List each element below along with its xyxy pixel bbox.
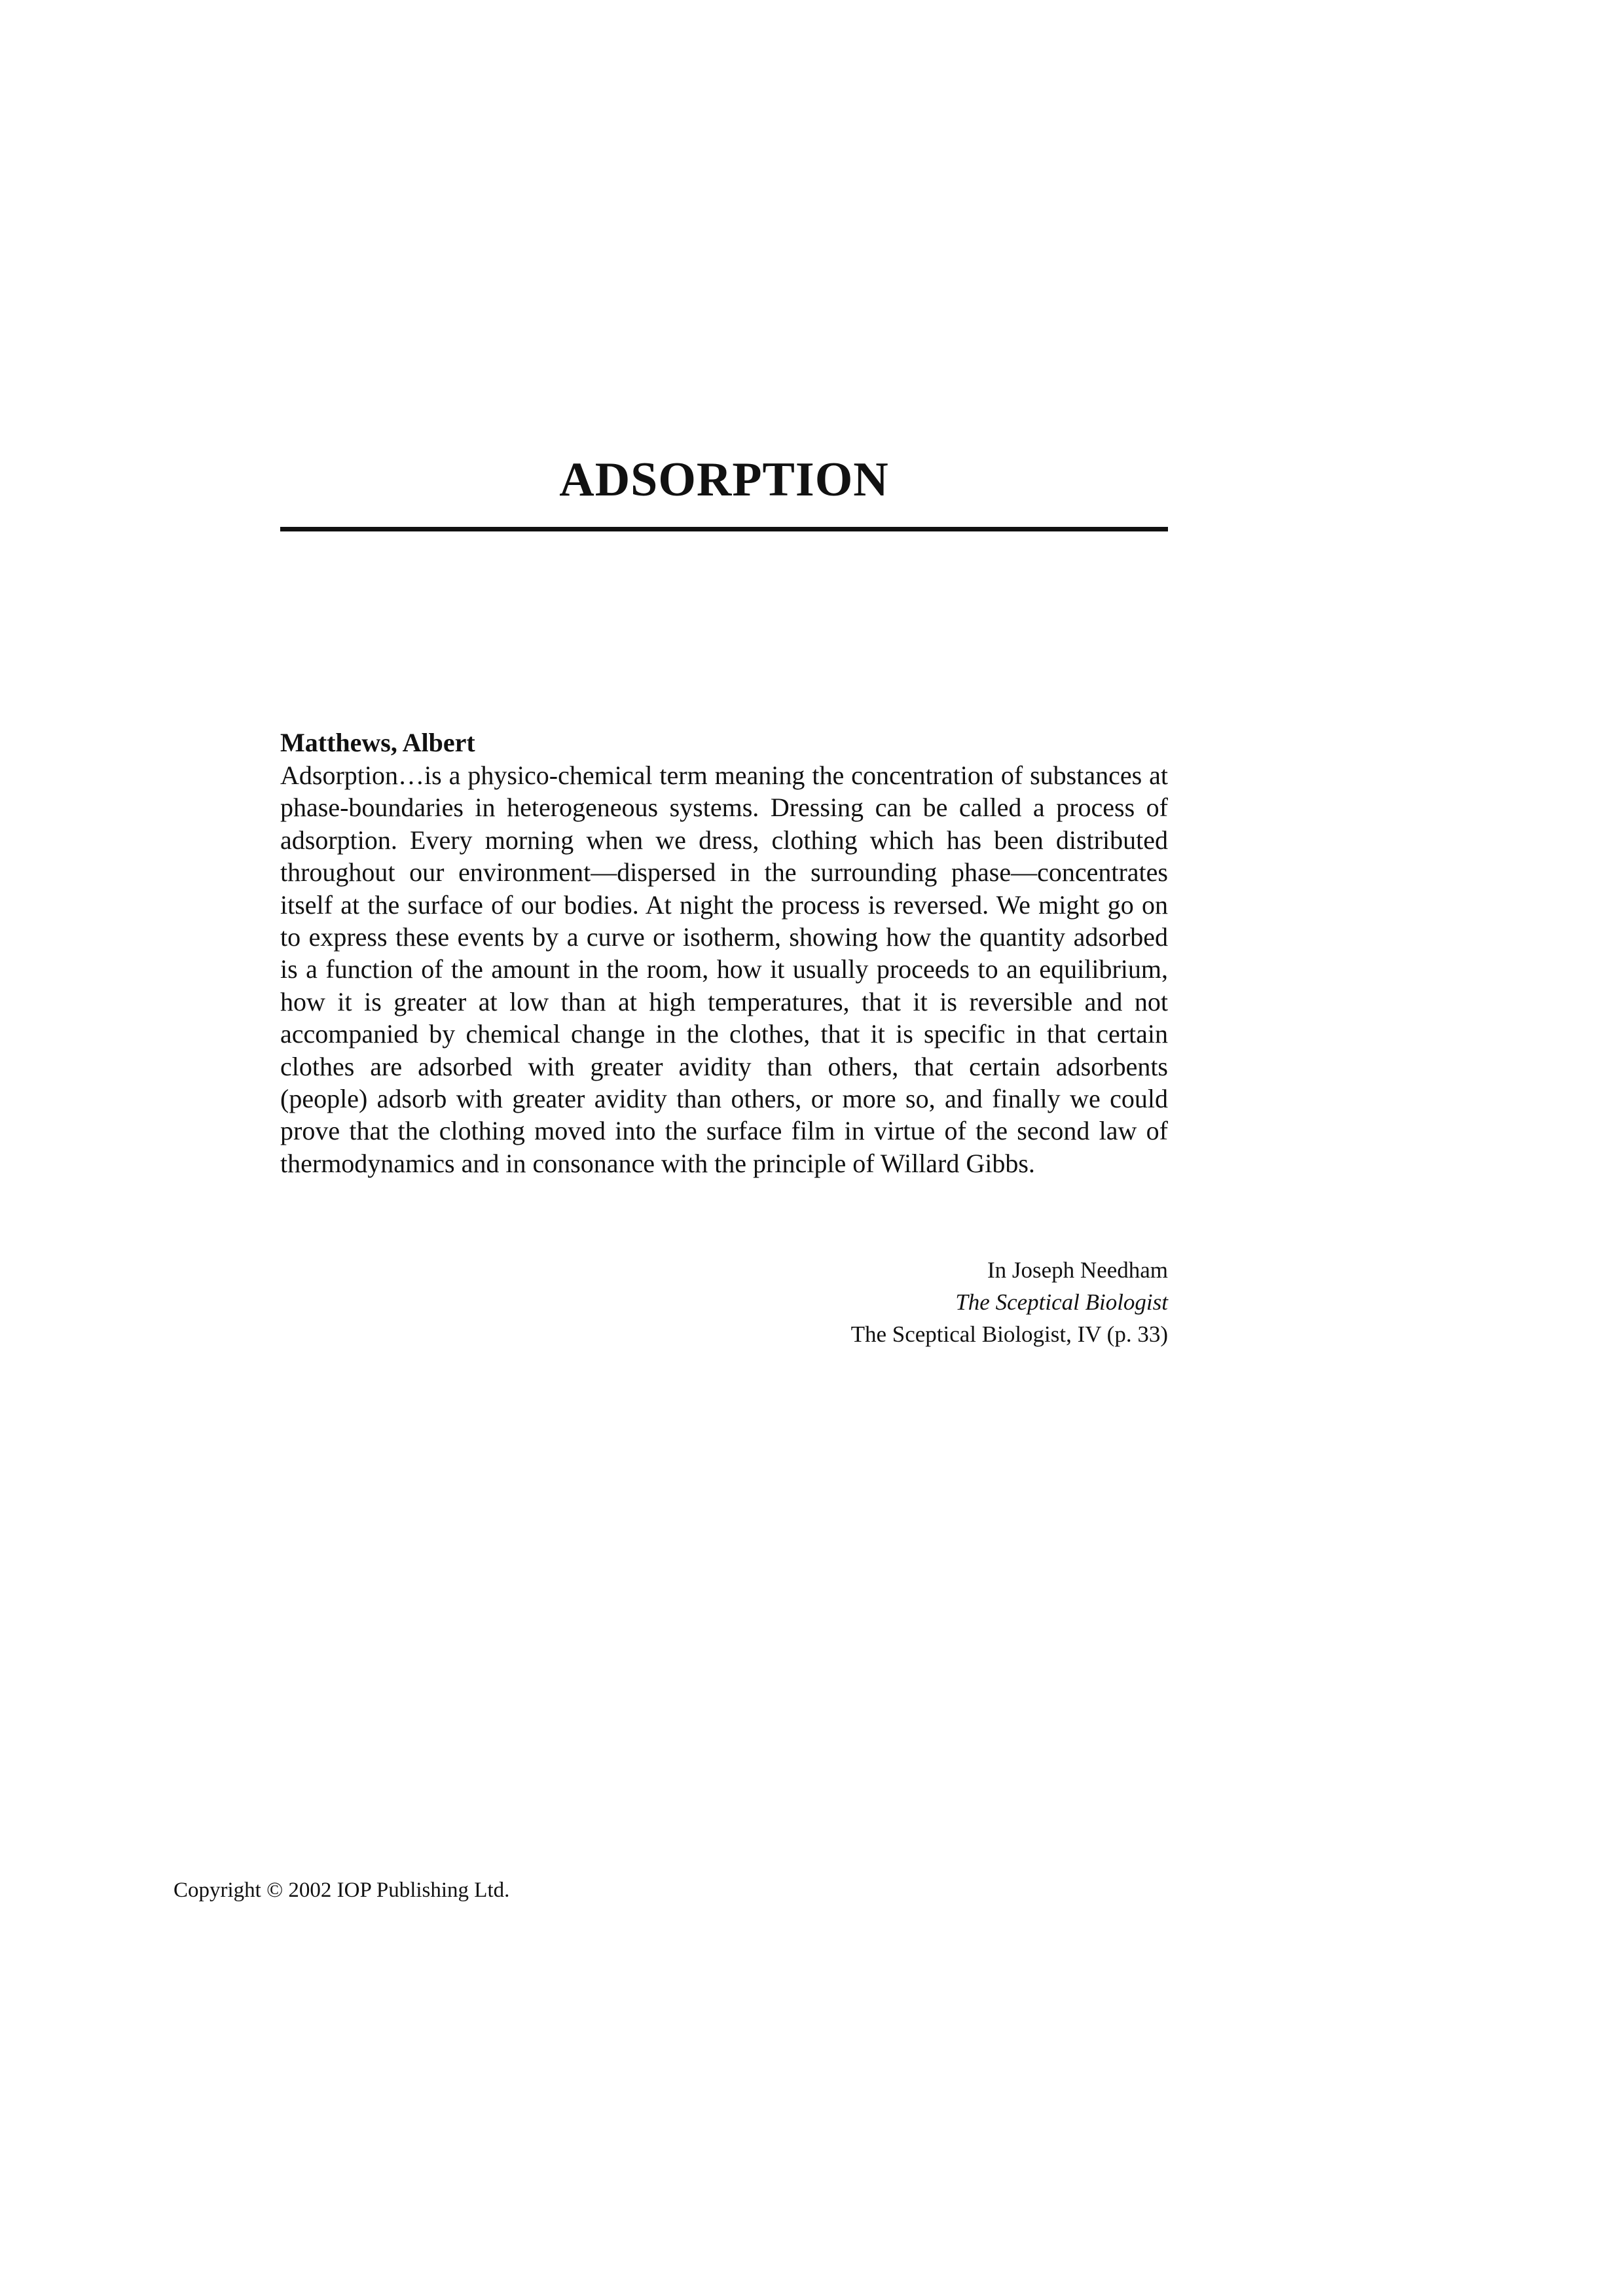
chapter-title: ADSORPTION — [559, 453, 889, 507]
copyright-notice: Copyright © 2002 IOP Publishing Ltd. — [173, 1878, 510, 1902]
quotation-entry — [280, 726, 1168, 1179]
citation-editor: In Joseph Needham — [987, 1257, 1168, 1283]
author-name: Matthews, Albert — [280, 728, 475, 757]
citation-location: The Sceptical Biologist, IV (p. 33) — [850, 1321, 1168, 1347]
title-rule — [280, 527, 1168, 531]
quotation-text: Adsorption…is a physico-chemical term meaning the concentration of substances at phase-boundaries in heterogeneous systems. Dressing can be called a process of adsorption. Every morning when we dress, clothing which has been distributed throughout our environment—dispersed in the surrounding phase—concentrates itself at the surface of our bodies. At night the process is reversed. We might go on to express these events by a curve or isotherm, showing how the quantity adsorbed is a function of the amount in the room, how it usually proceeds to an equilibrium, how it is greater at low than at high temperatures, that it is reversible and not accompanied by chemical change in the clothes, that it is specific in that certain clothes are adsorbed with greater avidity than others, that certain adsorbents (people) adsorb with greater avidity than others, or more so, and finally we could prove that the clothing moved into the surface film in virtue of the second law of thermodynamics and in consonance with the principle of Willard Gibbs. — [280, 761, 1168, 1178]
citation — [280, 1254, 1168, 1350]
citation-work: The Sceptical Biologist — [955, 1289, 1168, 1315]
